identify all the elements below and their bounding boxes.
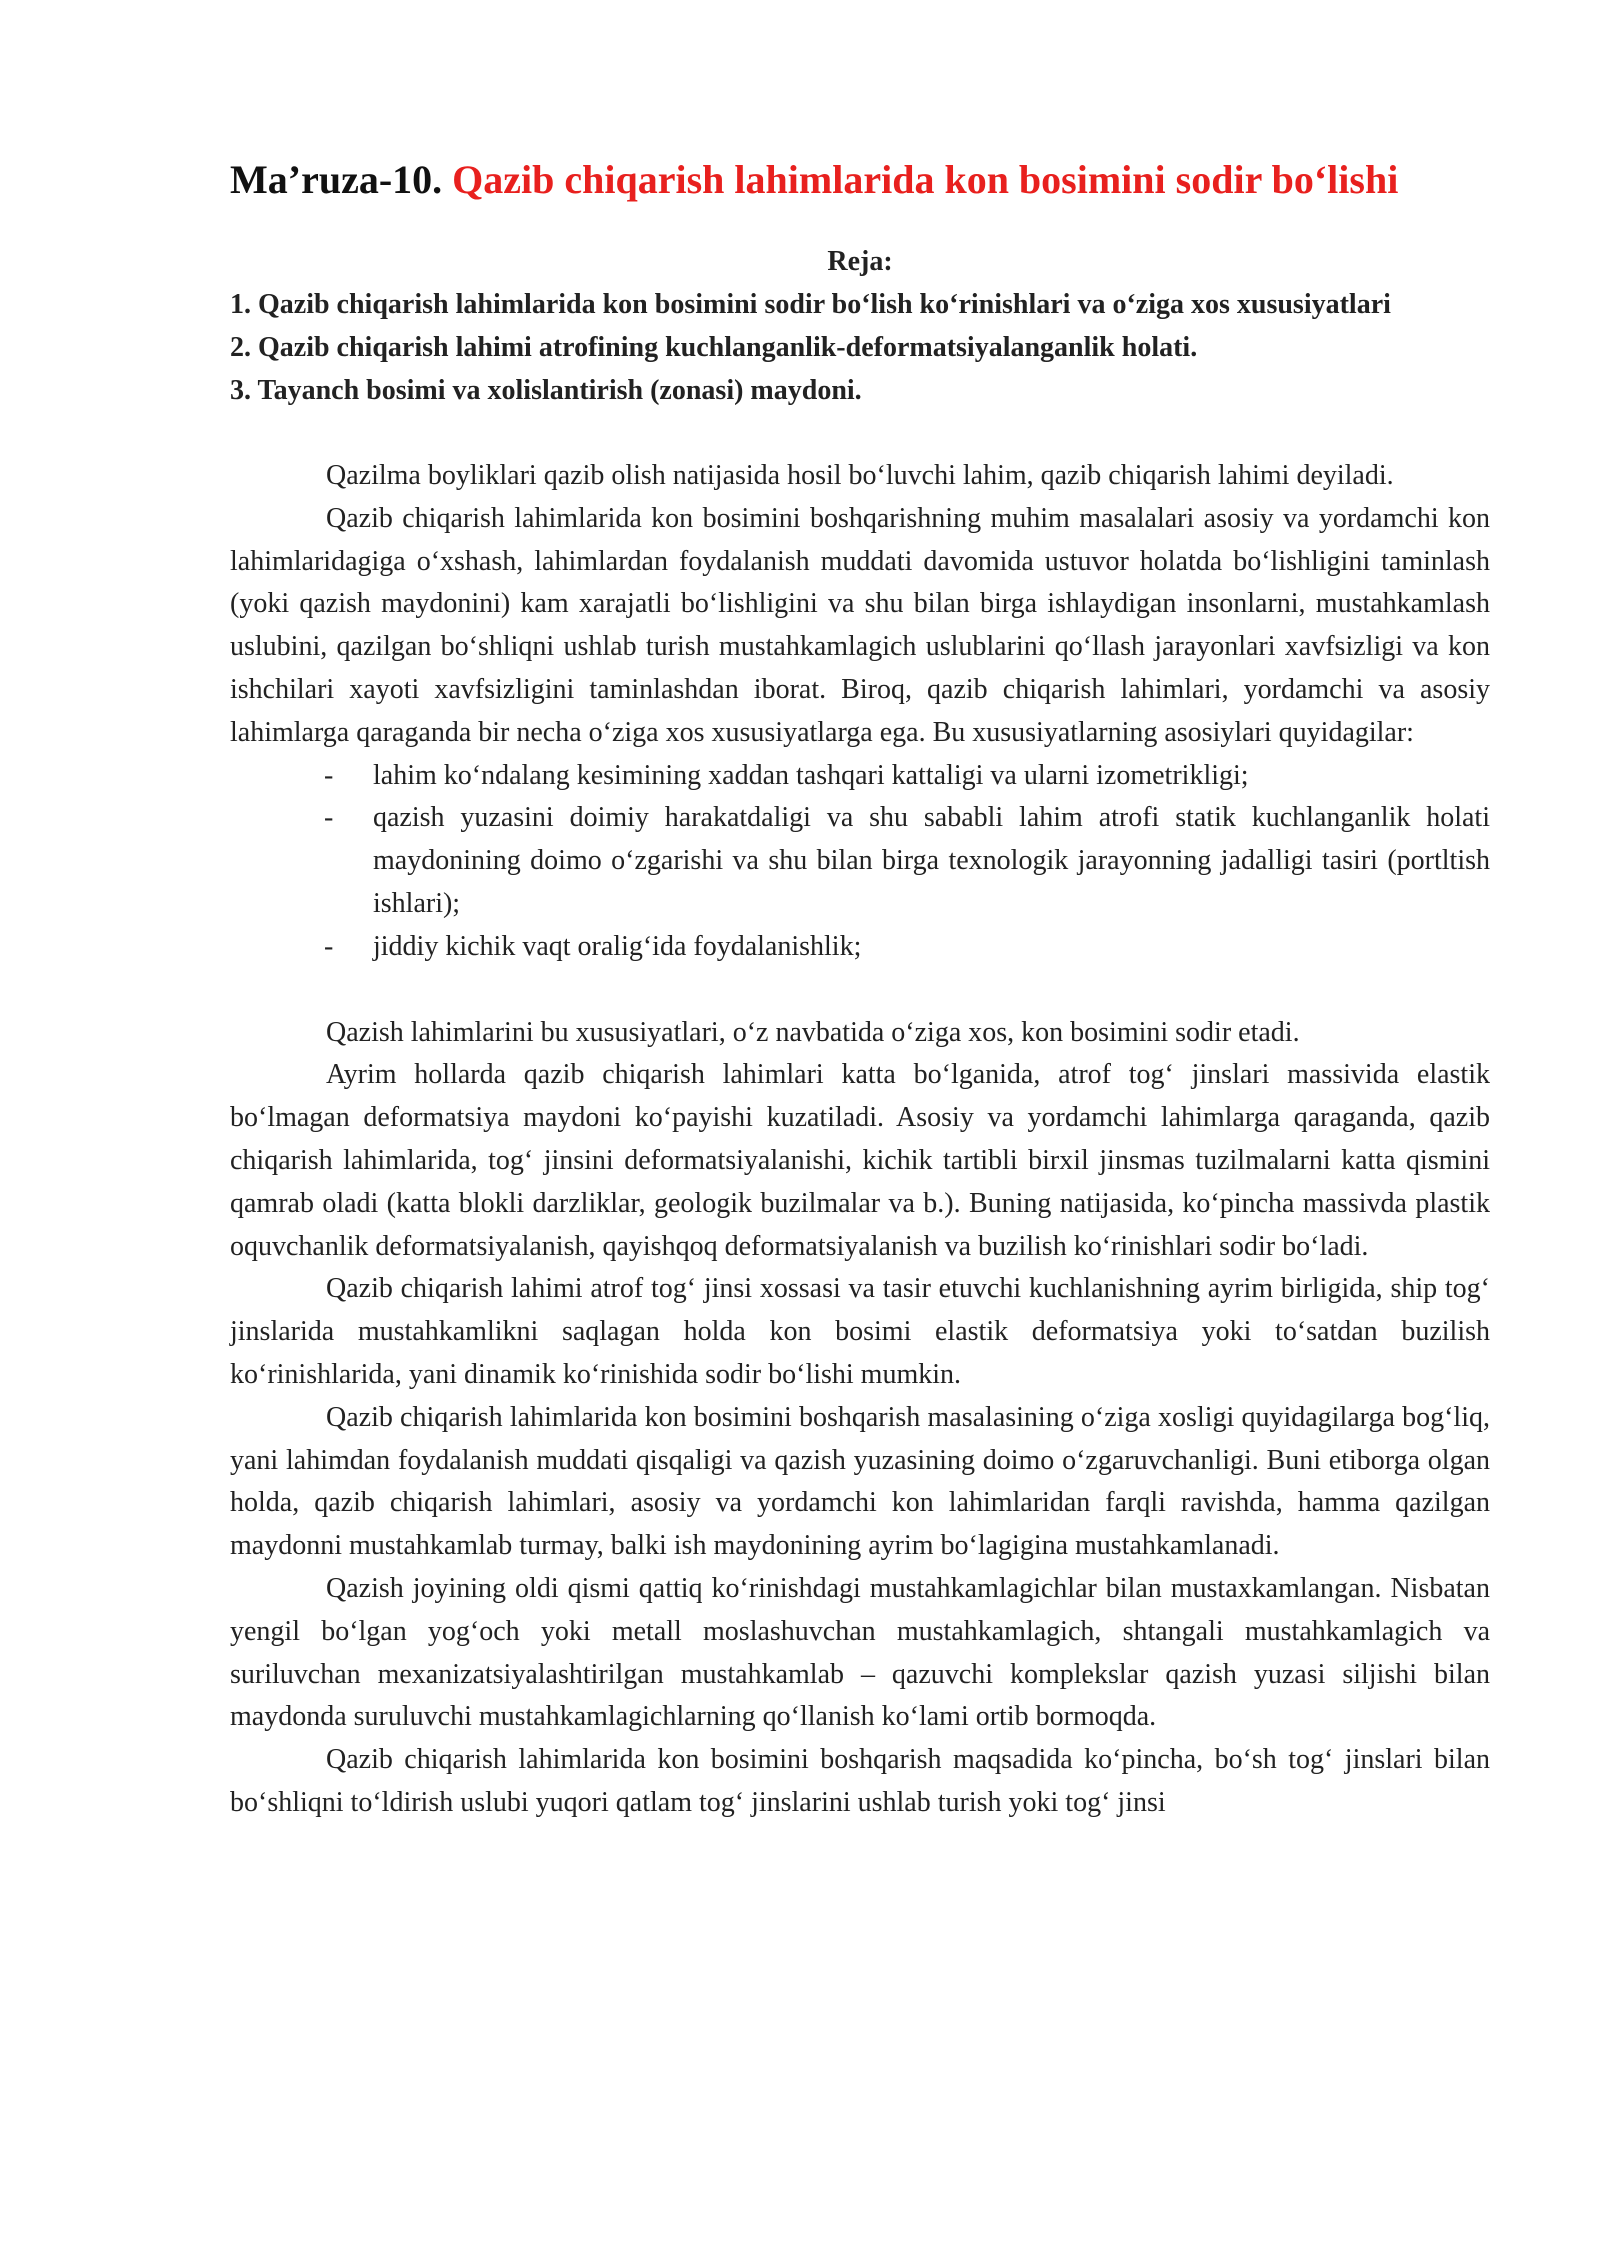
dash-marker: -: [324, 759, 334, 791]
list-item: [230, 755, 1490, 798]
list-item: [230, 926, 1490, 969]
list-item-text: lahim ko‘ndalang kesimining xaddan tashqari kattaligi va ularni izometrikligi;: [373, 759, 1249, 791]
plan-heading: Reja:: [827, 246, 893, 277]
paragraph: Qazib chiqarish lahimlarida kon bosimini boshqarish masalasining o‘ziga xosligi quyidagilarga bog‘liq, yani lahimdan foydalanish muddati qisqaligi va qazish yuzasining doimo o‘zgaruvchanligi. Buni etiborga olgan holda, qazib chiqarish lahimlari, asosiy va yordamchi kon lahimlaridan farqli ravishda, hamma qazilgan maydonni mustahkamlab turmay, balki ish maydonining ayrim bo‘lagigina mustahkamlanadi.: [230, 1401, 1490, 1562]
paragraph: Qazib chiqarish lahimi atrof tog‘ jinsi xossasi va tasir etuvchi kuchlanishning ayrim birligida, ship tog‘ jinslarida mustahkamlikni saqlagan holda kon bosimi elastik deformatsiya yoki to‘satdan buzilish ko‘rinishlarida, yani dinamik ko‘rinishida sodir bo‘lishi mumkin.: [230, 1273, 1490, 1390]
plan-item: 3. Tayanch bosimi va xolislantirish (zonasi) maydoni.: [230, 375, 862, 406]
paragraph: Ayrim hollarda qazib chiqarish lahimlari katta bo‘lganida, atrof tog‘ jinslari massivida elastik bo‘lmagan deformatsiya maydoni ko‘payishi kuzatiladi. Asosiy va yordamchi lahimlarga qaraganda, qazib chiqarish lahimlarida, tog‘ jinsini deformatsiyalanishi, kichik tartibli birxil jinsmas tuzilmalarni katta qismini qamrab oladi (katta blokli darzliklar, geologik buzilmalar va b.). Buning natijasida, ko‘pincha massivda plastik oquvchanlik deformatsiyalanish, qayishqoq deformatsiyalanish va buzilish ko‘rinishlari sodir bo‘ladi.: [230, 1059, 1490, 1262]
spacer: [230, 969, 1490, 1012]
lecture-topic: Qazib chiqarish lahimlarida kon bosimini sodir bo‘lishi: [452, 157, 1399, 202]
dash-marker: -: [324, 930, 334, 962]
plan-item: 1. Qazib chiqarish lahimlarida kon bosimini sodir bo‘lish ko‘rinishlari va o‘ziga xos xususiyatlari: [230, 289, 1391, 320]
paragraph: Qazilma boyliklari qazib olish natijasida hosil bo‘luvchi lahim, qazib chiqarish lahimi deyiladi.: [326, 460, 1394, 491]
plan-item: 2. Qazib chiqarish lahimi atrofining kuchlanganlik-deformatsiyalanganlik holati.: [230, 332, 1198, 363]
list-item: [230, 797, 1490, 925]
lecture-number: Ma’ruza-10.: [230, 157, 443, 202]
list-item-text: qazish yuzasini doimiy harakatdaligi va shu sababli lahim atrofi statik kuchlanganlik holati maydonining doimo o‘zgarishi va shu bilan birga texnologik jarayonning jadalligi tasiri (portltish ishlari);: [373, 802, 1490, 919]
dash-marker: -: [324, 802, 334, 834]
lecture-title: [230, 150, 1490, 210]
paragraph: Qazib chiqarish lahimlarida kon bosimini boshqarish maqsadida ko‘pincha, bo‘sh tog‘ jinslari bilan bo‘shliqni to‘ldirish uslubi yuqori qatlam tog‘ jinslarini ushlab turish yoki tog‘ jinsi: [230, 1744, 1490, 1818]
list-item-text: jiddiy kichik vaqt oralig‘ida foydalanishlik;: [373, 930, 862, 962]
plan-list: [230, 283, 1490, 412]
spacer: [230, 412, 1490, 455]
document-page: [230, 150, 1490, 1825]
paragraph: Qazish joyining oldi qismi qattiq ko‘rinishdagi mustahkamlagichlar bilan mustaxkamlangan. Nisbatan yengil bo‘lgan yog‘och yoki metall moslashuvchan mustahkamlagich, shtangali mustahkamlagich va suriluvchan mexanizatsiyalashtirilgan mustahkamlab – qazuvchi komplekslar qazish yuzasi siljishi bilan maydonda suruluvchi mustahkamlagichlarning qo‘llanish ko‘lami ortib bormoqda.: [230, 1572, 1490, 1733]
paragraph: Qazish lahimlarini bu xususiyatlari, o‘z navbatida o‘ziga xos, kon bosimini sodir etadi.: [326, 1016, 1300, 1048]
paragraph: Qazib chiqarish lahimlarida kon bosimini boshqarishning muhim masalalari asosiy va yordamchi kon lahimlaridagiga o‘xshash, lahimlardan foydalanish muddati davomida ustuvor holatda bo‘lishligini taminlash (yoki qazish maydonini) kam xarajatli bo‘lishligini va shu bilan birga ishlaydigan insonlarni, mustahkamlash uslubini, qazilgan bo‘shliqni ushlab turish mustahkamlagich uslublarini qo‘llash jarayonlari xavfsizligi va kon ishchilari xayoti xavfsizligini taminlashdan iborat. Biroq, qazib chiqarish lahimlari, yordamchi va asosiy lahimlarga qaraganda bir necha o‘ziga xos xususiyatlarga ega. Bu xususiyatlarning asosiylari quyidagilar:: [230, 502, 1490, 748]
feature-list: [230, 755, 1490, 969]
